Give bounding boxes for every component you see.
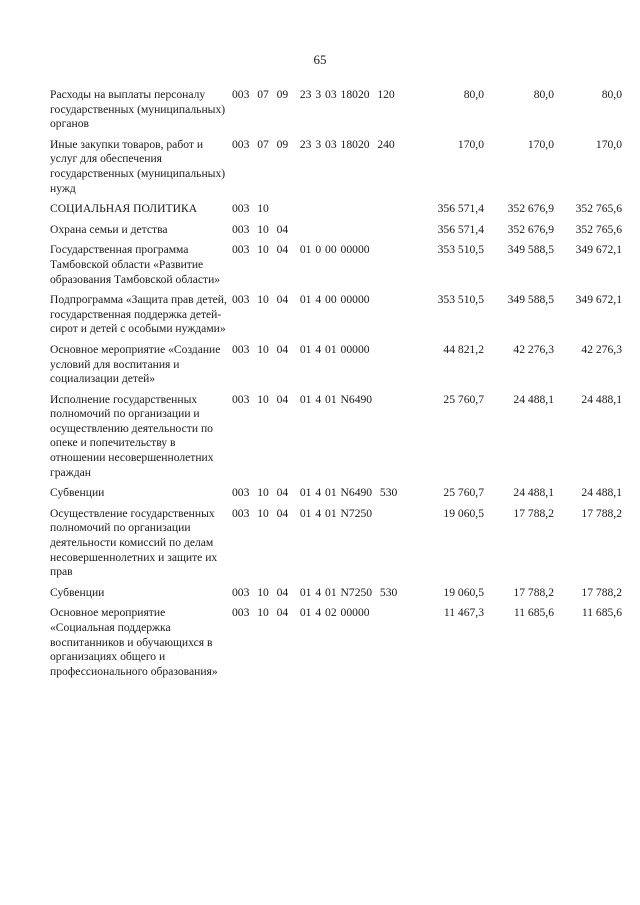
row-value-year3: 80,0: [601, 88, 622, 101]
row-value-year3: 24 488,1: [581, 486, 622, 500]
row-value-year2: 17 788,2: [513, 506, 554, 520]
row-value-year3: 11 685,6: [581, 606, 622, 620]
row-value-year2: 24 488,1: [513, 486, 554, 500]
row-name: Расходы на выплаты персоналу государственных (муниципальных) органов: [50, 88, 226, 131]
row-value-year3: 352 765,6: [575, 222, 622, 236]
row-value-year1: 353 510,5: [437, 243, 484, 257]
row-value-year2: 42 276,3: [513, 342, 554, 356]
row-value-year3: 349 672,1: [575, 293, 622, 307]
row-code: 003 10 04 01 4 01 00000: [232, 342, 370, 356]
row-code: 003 10 04 01 4 01 N7250 530: [232, 585, 398, 599]
table-row: [50, 202, 622, 223]
row-value-year2: 349 588,5: [507, 243, 554, 257]
row-value-year1: 19 060,5: [443, 506, 484, 520]
row-code: 003 10 04: [232, 222, 289, 236]
row-name: Государственная программа Тамбовской области «Развитие образования Тамбовской области»: [50, 243, 221, 286]
row-name: Подпрограмма «Защита прав детей, государственная поддержка детей-сирот и детей с особыми нуждами»: [50, 293, 227, 336]
row-code: 003 10 04 01 4 01 N7250: [232, 506, 373, 520]
row-value-year1: 80,0: [463, 88, 484, 101]
table-row: [50, 586, 622, 607]
table-row: [50, 243, 622, 293]
table-row: [50, 138, 622, 202]
row-value-year3: 352 765,6: [575, 202, 622, 216]
row-code: 003 10 04 01 4 01 N6490 530: [232, 486, 398, 500]
row-value-year3: 42 276,3: [581, 342, 622, 356]
row-name: Субвенции: [50, 585, 105, 599]
budget-table: [50, 88, 622, 685]
row-code: 003 10 04 01 4 00 00000: [232, 293, 370, 307]
row-value-year1: 25 760,7: [443, 486, 484, 500]
row-value-year2: 170,0: [527, 137, 554, 151]
page-number: 65: [313, 52, 327, 67]
row-value-year1: 356 571,4: [437, 202, 484, 216]
row-name: Осуществление государственных полномочий по организации деятельности комиссий по делам несовершеннолетних и защите их прав: [50, 506, 218, 579]
table-row: [50, 223, 622, 244]
row-code: 003 10 04 01 4 01 N6490: [232, 392, 373, 406]
row-value-year2: 11 685,6: [513, 606, 554, 620]
row-value-year2: 352 676,9: [507, 222, 554, 236]
row-value-year3: 17 788,2: [581, 585, 622, 599]
row-value-year2: 349 588,5: [507, 293, 554, 307]
row-name: Основное мероприятие «Социальная поддержка воспитанников и обучающихся в организациях общего и профессионального образования»: [50, 606, 218, 678]
row-value-year2: 80,0: [533, 88, 554, 101]
row-code: 003 10: [232, 202, 269, 216]
row-name: Охрана семьи и детства: [50, 222, 168, 236]
row-name: Иные закупки товаров, работ и услуг для обеспечения государственных (муниципальных) нужд: [50, 137, 226, 195]
row-value-year1: 356 571,4: [437, 222, 484, 236]
row-value-year1: 44 821,2: [443, 342, 484, 356]
row-name: Субвенции: [50, 486, 105, 500]
row-name: СОЦИАЛЬНАЯ ПОЛИТИКА: [50, 202, 198, 216]
table-row: [50, 507, 622, 586]
row-value-year1: 170,0: [457, 137, 484, 151]
row-value-year3: 24 488,1: [581, 392, 622, 406]
row-value-year1: 11 467,3: [443, 606, 484, 620]
row-code: 003 10 04 01 0 00 00000: [232, 243, 370, 257]
row-name: Исполнение государственных полномочий по организации и осуществлению деятельности по опеке и попечительству в отношении несовершеннолетних граждан: [50, 392, 214, 479]
table-row: [50, 88, 622, 138]
row-value-year1: 19 060,5: [443, 585, 484, 599]
row-value-year3: 17 788,2: [581, 506, 622, 520]
row-name: Основное мероприятие «Создание условий для воспитания и социализации детей»: [50, 342, 221, 386]
row-code: 003 07 09 23 3 03 18020 240: [232, 137, 395, 151]
table-row: [50, 293, 622, 343]
table-row: [50, 393, 622, 487]
row-value-year2: 17 788,2: [513, 585, 554, 599]
row-value-year2: 24 488,1: [513, 392, 554, 406]
row-value-year3: 170,0: [595, 137, 622, 151]
row-value-year1: 353 510,5: [437, 293, 484, 307]
table-row: [50, 486, 622, 507]
row-code: 003 10 04 01 4 02 00000: [232, 606, 370, 620]
row-code: 003 07 09 23 3 03 18020 120: [232, 88, 395, 101]
row-value-year1: 25 760,7: [443, 392, 484, 406]
row-value-year3: 349 672,1: [575, 243, 622, 257]
row-value-year2: 352 676,9: [507, 202, 554, 216]
table-row: [50, 606, 622, 685]
table-row: [50, 343, 622, 393]
